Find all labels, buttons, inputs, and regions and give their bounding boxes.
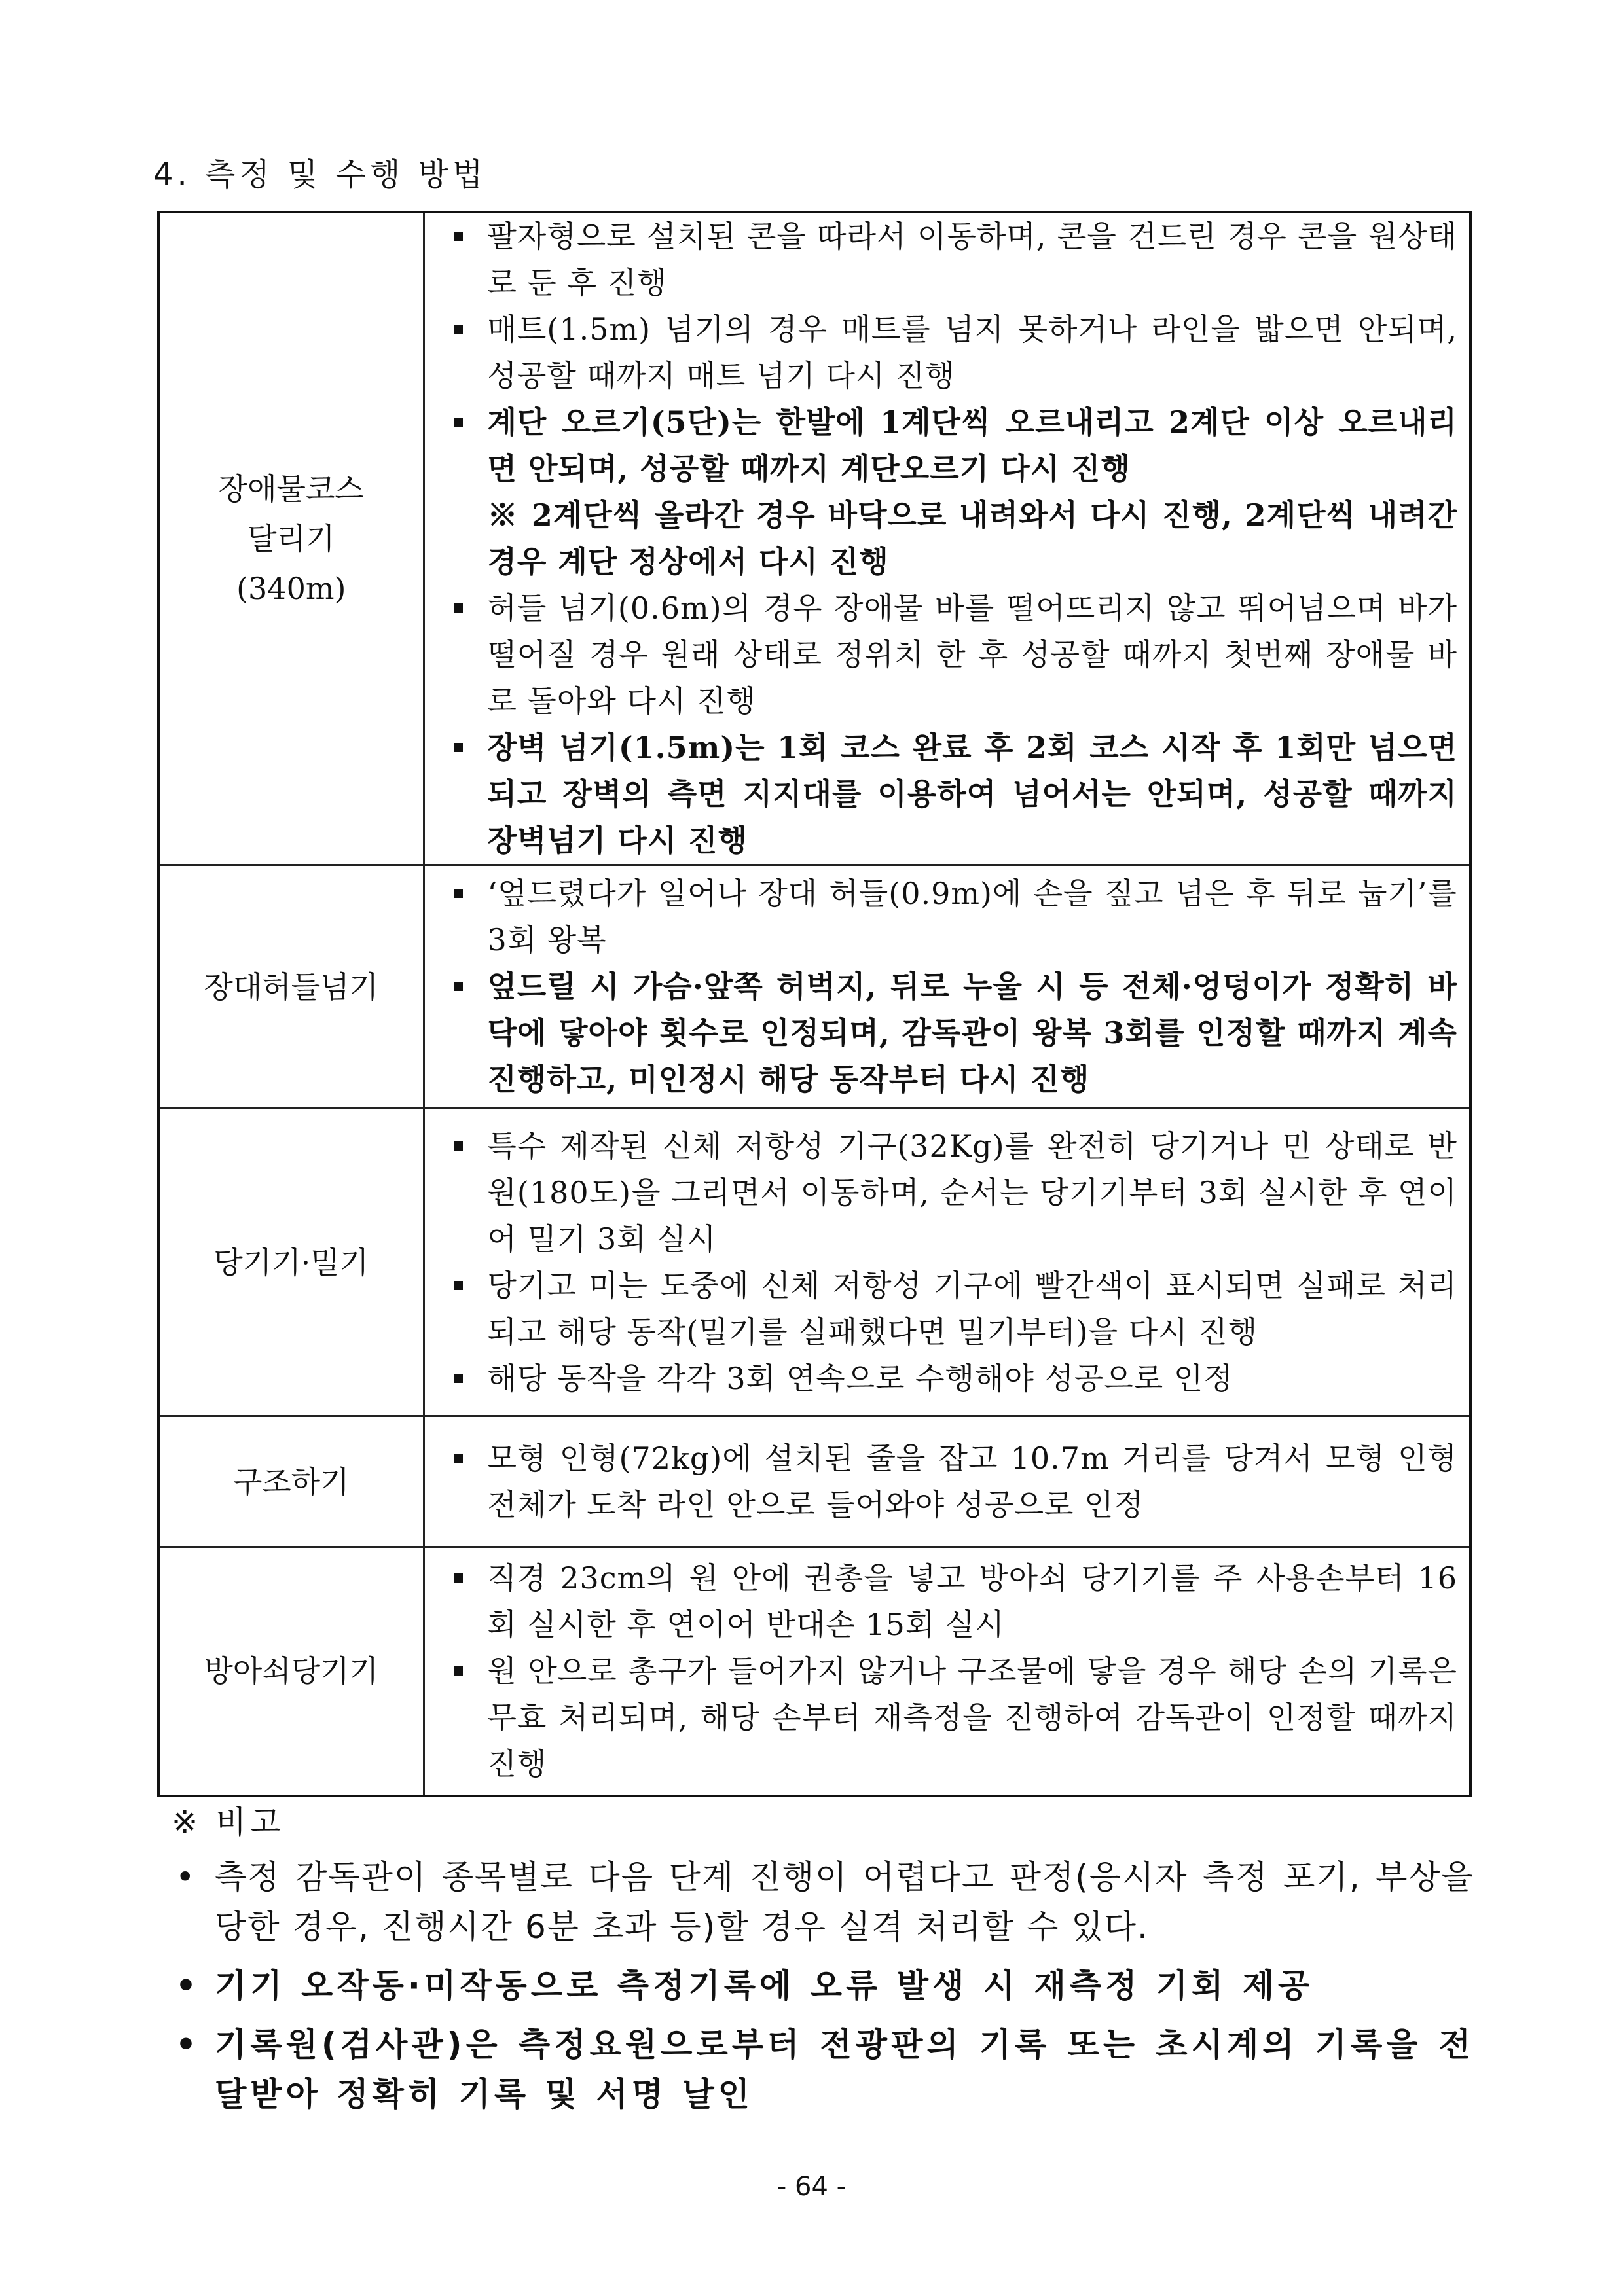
method-cell <box>424 212 1470 865</box>
method-item <box>441 399 1458 585</box>
method-item-text: 계단 오르기(5단)는 한발에 1계단씩 오르내리고 2계단 이상 오르내리면 안되며, 성공할 때까지 계단오르기 다시 진행 <box>487 404 1457 486</box>
method-note-text: 2계단씩 올라간 경우 바닥으로 내려와서 다시 진행, 2계단씩 내려간 경우 계단 정상에서 다시 진행 <box>487 497 1458 579</box>
table-row <box>158 1416 1470 1547</box>
event-name-line: 장대허들넘기 <box>204 969 379 1005</box>
method-item: 특수 제작된 신체 저항성 기구(32Kg)를 완전히 당기거나 민 상태로 반원(180도)을 그리면서 이동하며, 순서는 당기기부터 3회 실시한 후 연이어 밀기 3회 실시 <box>441 1123 1458 1263</box>
event-name-cell <box>158 212 424 865</box>
event-name-cell <box>158 1109 424 1416</box>
event-name-line: 장애물코스 <box>218 471 364 507</box>
remarks-title: ※ 비고 <box>172 1804 285 1840</box>
method-item: 직경 23cm의 원 안에 권총을 넣고 방아쇠 당기기를 주 사용손부터 16회 실시한 후 연이어 반대손 15회 실시 <box>441 1555 1458 1648</box>
method-item: 당기고 미는 도중에 신체 저항성 기구에 빨간색이 표시되면 실패로 처리되고 해당 동작(밀기를 실패했다면 밀기부터)을 다시 진행 <box>441 1263 1458 1355</box>
method-item: 매트(1.5m) 넘기의 경우 매트를 넘지 못하거나 라인을 밟으면 안되며, 성공할 때까지 매트 넘기 다시 진행 <box>441 306 1458 399</box>
method-cell <box>424 1416 1470 1547</box>
method-cell <box>424 1109 1470 1416</box>
method-cell <box>424 865 1470 1109</box>
method-item: 장벽 넘기(1.5m)는 1회 코스 완료 후 2회 코스 시작 후 1회만 넘으면 되고 장벽의 측면 지지대를 이용하여 넘어서는 안되며, 성공할 때까지 장벽넘기 다시 진행 <box>441 725 1458 864</box>
table-row <box>158 865 1470 1109</box>
measurement-method-table <box>157 211 1472 1797</box>
event-name-line: (340m) <box>236 571 346 606</box>
table-row <box>158 1109 1470 1416</box>
table-row <box>158 212 1470 865</box>
method-cell <box>424 1547 1470 1796</box>
section-heading: 4. 측정 및 수행 방법 <box>153 156 487 193</box>
event-name-cell <box>158 1416 424 1547</box>
table-row <box>158 1547 1470 1796</box>
remark-item: • 기록원(검사관)은 측정요원으로부터 전광판의 기록 또는 초시계의 기록을 전달받아 정확히 기록 및 서명 날인 <box>172 2020 1474 2119</box>
method-item: 허들 넘기(0.6m)의 경우 장애물 바를 떨어뜨리지 않고 뛰어넘으며 바가 떨어질 경우 원래 상태로 정위치 한 후 성공할 때까지 첫번째 장애물 바로 돌아와 다시 진행 <box>441 585 1458 725</box>
remark-item: • 측정 감독관이 종목별로 다음 단계 진행이 어렵다고 판정(응시자 측정 포기, 부상을 당한 경우, 진행시간 6분 초과 등)할 경우 실격 처리할 수 있다. <box>172 1852 1474 1952</box>
event-name-cell <box>158 865 424 1109</box>
method-item: 모형 인형(72kg)에 설치된 줄을 잡고 10.7m 거리를 당겨서 모형 인형 전체가 도착 라인 안으로 들어와야 성공으로 인정 <box>441 1435 1458 1528</box>
method-item: 원 안으로 총구가 들어가지 않거나 구조물에 닿을 경우 해당 손의 기록은 무효 처리되며, 해당 손부터 재측정을 진행하여 감독관이 인정할 때까지 진행 <box>441 1648 1458 1787</box>
method-note <box>488 492 1458 585</box>
event-name-line: 당기기·밀기 <box>213 1244 369 1280</box>
method-item: 엎드릴 시 가슴·앞쪽 허벅지, 뒤로 누울 시 등 전체·엉덩이가 정확히 바닥에 닿아야 횟수로 인정되며, 감독관이 왕복 3회를 인정할 때까지 계속 진행하고, 미인정시 해당 동작부터 다시 진행 <box>441 963 1458 1103</box>
method-item: 해당 동작을 각각 3회 연속으로 수행해야 성공으로 인정 <box>441 1355 1458 1402</box>
event-name-line: 달리기 <box>247 521 335 556</box>
event-name-line: 방아쇠당기기 <box>204 1653 379 1689</box>
method-item: 팔자형으로 설치된 콘을 따라서 이동하며, 콘을 건드린 경우 콘을 원상태로 둔 후 진행 <box>441 213 1458 306</box>
method-item: ‘엎드렸다가 일어나 장대 허들(0.9m)에 손을 짚고 넘은 후 뒤로 눕기’를 3회 왕복 <box>441 870 1458 963</box>
remarks-list <box>172 1852 1474 2128</box>
reference-mark: ※ <box>487 497 520 533</box>
remark-item: • 기기 오작동·미작동으로 측정기록에 오류 발생 시 재측정 기회 제공 <box>172 1961 1474 2011</box>
event-name-line: 구조하기 <box>232 1463 350 1499</box>
page-number: - 64 - <box>776 2172 847 2202</box>
event-name-cell <box>158 1547 424 1796</box>
